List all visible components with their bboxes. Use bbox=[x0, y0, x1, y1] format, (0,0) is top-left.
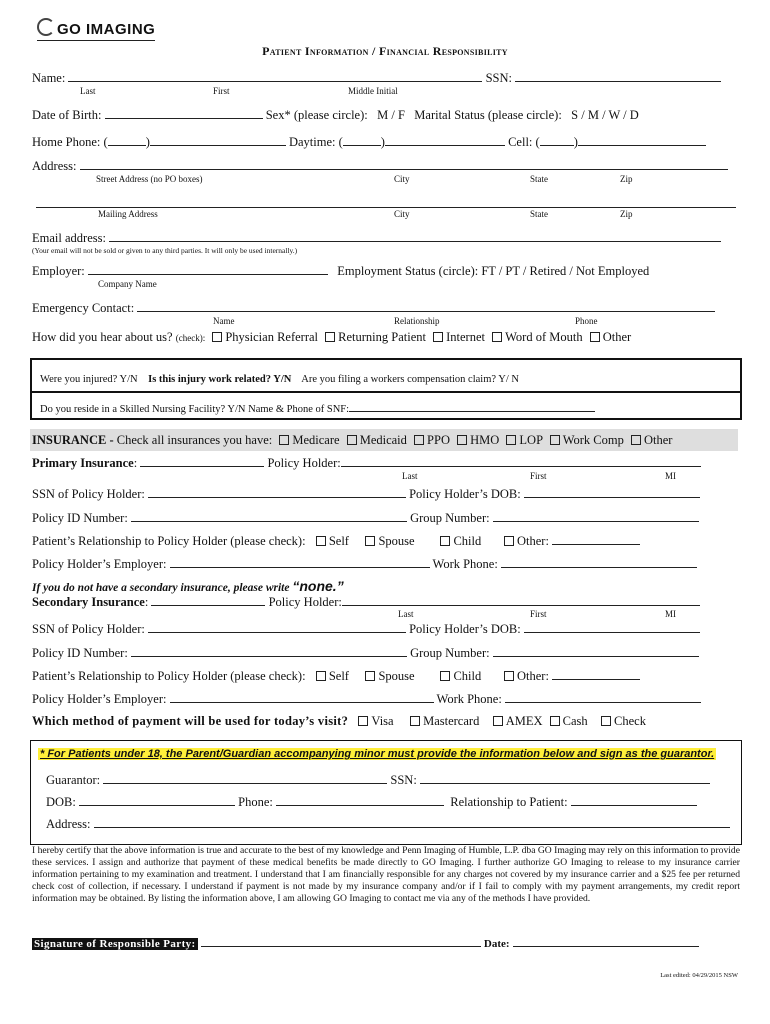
logo-rule bbox=[37, 40, 155, 41]
logo-swirl-icon bbox=[37, 18, 55, 36]
primary-relationship-label: Patient’s Relationship to Policy Holder (please check): bbox=[32, 534, 306, 548]
hear-check-note: (check): bbox=[175, 333, 206, 343]
secondary-policy-id-row bbox=[32, 645, 699, 661]
secondary-rel-child: Child bbox=[453, 669, 482, 683]
secondary-group-field[interactable] bbox=[493, 645, 699, 657]
checkbox-medicaid[interactable] bbox=[347, 435, 357, 445]
guarantor-rel-label: Relationship to Patient: bbox=[450, 795, 568, 809]
guarantor-ssn-label: SSN: bbox=[390, 773, 417, 787]
checkbox-other[interactable] bbox=[590, 332, 600, 342]
primary-dob-label: Policy Holder’s DOB: bbox=[409, 487, 521, 501]
address-sub-state: State bbox=[530, 174, 548, 184]
guarantor-label: Guarantor: bbox=[46, 773, 101, 787]
secondary-ssn-label: SSN of Policy Holder: bbox=[32, 622, 145, 636]
guarantor-address-field[interactable] bbox=[94, 816, 730, 828]
secondary-ssn-row bbox=[32, 621, 700, 637]
date-field[interactable] bbox=[513, 935, 699, 947]
secondary-policy-holder-label: Policy Holder: bbox=[268, 595, 342, 609]
secondary-checkbox-spouse[interactable] bbox=[365, 671, 375, 681]
daytime-label: Daytime: ( bbox=[288, 135, 343, 149]
hear-option-other: Other bbox=[602, 330, 632, 344]
logo bbox=[37, 18, 155, 41]
employer-label: Employer: bbox=[32, 264, 85, 278]
secondary-group-label: Group Number: bbox=[410, 646, 490, 660]
signature-row bbox=[32, 935, 699, 951]
primary-policy-id-label: Policy ID Number: bbox=[32, 511, 128, 525]
primary-employer-label: Policy Holder’s Employer: bbox=[32, 557, 167, 571]
checkbox-lop[interactable] bbox=[506, 435, 516, 445]
address-label: Address: bbox=[32, 159, 77, 173]
secondary-rel-self: Self bbox=[328, 669, 349, 683]
address-sub-zip: Zip bbox=[620, 174, 633, 184]
guarantor-address-row bbox=[46, 816, 730, 832]
checkbox-visa[interactable] bbox=[358, 716, 368, 726]
hear-option-internet: Internet bbox=[446, 330, 485, 344]
checkbox-internet[interactable] bbox=[433, 332, 443, 342]
guarantor-phone-field[interactable] bbox=[276, 794, 444, 806]
secondary-checkbox-self[interactable] bbox=[316, 671, 326, 681]
secondary-note-none: “none.” bbox=[292, 578, 344, 594]
primary-policy-holder-field[interactable] bbox=[341, 455, 701, 467]
name-label: Name: bbox=[32, 71, 66, 85]
payment-visa: Visa bbox=[371, 714, 394, 728]
guarantor-dob-label: DOB: bbox=[46, 795, 76, 809]
checkbox-insurance-other[interactable] bbox=[631, 435, 641, 445]
guarantor-dob-field[interactable] bbox=[79, 794, 235, 806]
primary-relationship-row bbox=[32, 533, 640, 549]
insurance-other: Other bbox=[643, 433, 673, 447]
work-related-question[interactable]: Is this injury work related? Y/N bbox=[148, 374, 292, 385]
injury-row bbox=[40, 374, 519, 385]
payment-check: Check bbox=[614, 714, 646, 728]
ssn-label: SSN: bbox=[485, 71, 512, 85]
insurance-ppo: PPO bbox=[427, 433, 450, 447]
payment-mastercard: Mastercard bbox=[423, 714, 480, 728]
employment-status[interactable]: Employment Status (circle): FT / PT / Retired / Not Employed bbox=[337, 264, 650, 278]
emergency-field[interactable] bbox=[137, 300, 715, 312]
secondary-work-phone-field[interactable] bbox=[505, 691, 701, 703]
insurance-row bbox=[32, 433, 672, 448]
name-sub-last: Last bbox=[80, 86, 96, 96]
payment-cash: Cash bbox=[562, 714, 588, 728]
secondary-dob-label: Policy Holder’s DOB: bbox=[409, 622, 521, 636]
snf-question: Do you reside in a Skilled Nursing Facility? Y/N Name & Phone of SNF: bbox=[40, 404, 350, 415]
insurance-medicaid: Medicaid bbox=[359, 433, 407, 447]
primary-holder-sub-first: First bbox=[530, 471, 547, 481]
email-label: Email address: bbox=[32, 231, 106, 245]
primary-rel-spouse: Spouse bbox=[378, 534, 415, 548]
guarantor-ssn-field[interactable] bbox=[420, 772, 710, 784]
mailing-sub-city: City bbox=[394, 209, 410, 219]
hear-row bbox=[32, 330, 631, 345]
address-row bbox=[32, 158, 728, 174]
employer-sub: Company Name bbox=[98, 279, 157, 289]
primary-holder-sub-mi: MI bbox=[665, 471, 676, 481]
emergency-row bbox=[32, 300, 715, 316]
name-row bbox=[32, 70, 721, 86]
payment-row bbox=[32, 714, 646, 729]
secondary-rel-other-field[interactable] bbox=[552, 668, 640, 680]
primary-rel-other: Other: bbox=[517, 534, 549, 548]
primary-ssn-row bbox=[32, 486, 700, 502]
primary-policy-holder-label: Policy Holder: bbox=[267, 456, 341, 470]
phone-row: Home Phone: ( ) Daytime: ( ) Cell: ( ) bbox=[32, 134, 706, 150]
checkbox-word-of-mouth[interactable] bbox=[492, 332, 502, 342]
email-field[interactable] bbox=[109, 230, 721, 242]
cell-area-field[interactable] bbox=[540, 134, 574, 146]
address-sub-street: Street Address (no PO boxes) bbox=[96, 174, 203, 184]
dob-field[interactable] bbox=[105, 107, 263, 119]
primary-checkbox-other[interactable] bbox=[504, 536, 514, 546]
email-note: (Your email will not be sold or given to any third parties. It will only be used internally.) bbox=[32, 246, 298, 255]
daytime-phone-field[interactable] bbox=[385, 134, 505, 146]
emergency-sub-name: Name bbox=[213, 316, 235, 326]
guarantor-dob-row bbox=[46, 794, 697, 810]
dob-row bbox=[32, 107, 639, 123]
emergency-sub-relationship: Relationship bbox=[394, 316, 440, 326]
secondary-insurance-field[interactable] bbox=[151, 594, 265, 606]
secondary-holder-sub-mi: MI bbox=[665, 609, 676, 619]
primary-checkbox-child[interactable] bbox=[440, 536, 450, 546]
insurance-work-comp: Work Comp bbox=[562, 433, 624, 447]
primary-dob-field[interactable] bbox=[524, 486, 700, 498]
daytime-area-field[interactable] bbox=[343, 134, 381, 146]
primary-label: Primary Insurance bbox=[32, 456, 134, 470]
address-sub-city: City bbox=[394, 174, 410, 184]
home-area-field[interactable] bbox=[108, 134, 146, 146]
primary-checkbox-spouse[interactable] bbox=[365, 536, 375, 546]
marital-label: Marital Status (please circle): bbox=[414, 108, 562, 122]
secondary-note bbox=[32, 578, 344, 594]
home-phone-label: Home Phone: ( bbox=[32, 135, 108, 149]
secondary-relationship-row bbox=[32, 668, 640, 684]
ssn-field[interactable] bbox=[515, 70, 721, 82]
dob-label: Date of Birth: bbox=[32, 108, 102, 122]
home-phone-field[interactable] bbox=[150, 134, 286, 146]
checkbox-mastercard[interactable] bbox=[410, 716, 420, 726]
secondary-policy-id-field[interactable] bbox=[131, 645, 407, 657]
primary-row: Primary Insurance: Policy Holder: bbox=[32, 455, 701, 471]
secondary-checkbox-other[interactable] bbox=[504, 671, 514, 681]
primary-rel-self: Self bbox=[328, 534, 349, 548]
primary-policy-id-field[interactable] bbox=[131, 510, 407, 522]
primary-work-phone-label: Work Phone: bbox=[432, 557, 498, 571]
guarantor-row bbox=[46, 772, 710, 788]
cell-phone-field[interactable] bbox=[578, 134, 706, 146]
insurance-medicare: Medicare bbox=[292, 433, 340, 447]
secondary-policy-holder-field[interactable] bbox=[342, 594, 700, 606]
secondary-employer-field[interactable] bbox=[170, 691, 434, 703]
guarantor-address-label: Address: bbox=[46, 817, 91, 831]
secondary-work-phone-label: Work Phone: bbox=[436, 692, 502, 706]
address-field[interactable] bbox=[80, 158, 728, 170]
checkbox-ppo[interactable] bbox=[414, 435, 424, 445]
snf-field[interactable] bbox=[349, 402, 595, 412]
secondary-dob-field[interactable] bbox=[524, 621, 700, 633]
certify-text: I hereby certify that the above information is true and accurate to the best of my knowledge and Penn Imaging of Humble, L.P. dba GO Imaging may rely on this information to provide these services. I assign and authorize that payment of these medical benefits be made directly to GO Imaging. I further authorize GO Imaging to release to my insurance carrier information pertaining to my examination and treatment. I understand that I am financially responsible for any charges not covered by my insurance carrier and a $25 fee per returned check cost of collection, if necessary. I understand if payment is not made by my insurance company and/or if I fail to comply with my payment arrangements, my credit report information may be obtained. By listing the information above, I am allowing GO Imaging to contact me via any of the methods I have provided. bbox=[32, 845, 740, 904]
signature-label: Signature of Responsible Party: bbox=[34, 938, 196, 950]
employer-field[interactable] bbox=[88, 263, 328, 275]
secondary-policy-id-label: Policy ID Number: bbox=[32, 646, 128, 660]
injury-box-divider bbox=[32, 391, 740, 393]
emergency-label: Emergency Contact: bbox=[32, 301, 135, 315]
secondary-holder-sub-first: First bbox=[530, 609, 547, 619]
hear-option-physician-referral: Physician Referral bbox=[225, 330, 319, 344]
marital-options[interactable]: S / M / W / D bbox=[571, 108, 639, 122]
cell-label: Cell: ( bbox=[508, 135, 540, 149]
name-sub-middle: Middle Initial bbox=[348, 86, 398, 96]
guarantor-field[interactable] bbox=[103, 772, 387, 784]
checkbox-cash[interactable] bbox=[550, 716, 560, 726]
email-row bbox=[32, 230, 721, 246]
employer-row bbox=[32, 263, 649, 279]
primary-rel-other-field[interactable] bbox=[552, 533, 640, 545]
insurance-lop: LOP bbox=[519, 433, 543, 447]
mailing-address-field[interactable] bbox=[36, 196, 736, 208]
secondary-ssn-field[interactable] bbox=[148, 621, 406, 633]
secondary-relationship-label: Patient’s Relationship to Policy Holder (please check): bbox=[32, 669, 306, 683]
secondary-employer-label: Policy Holder’s Employer: bbox=[32, 692, 167, 706]
primary-employer-field[interactable] bbox=[170, 556, 430, 568]
hear-option-returning-patient: Returning Patient bbox=[338, 330, 426, 344]
name-sub-first: First bbox=[213, 86, 230, 96]
primary-group-label: Group Number: bbox=[410, 511, 490, 525]
checkbox-work-comp[interactable] bbox=[550, 435, 560, 445]
checkbox-amex[interactable] bbox=[493, 716, 503, 726]
insurance-heading: INSURANCE - bbox=[32, 433, 114, 447]
primary-checkbox-self[interactable] bbox=[316, 536, 326, 546]
sex-options[interactable]: M / F bbox=[377, 108, 405, 122]
checkbox-hmo[interactable] bbox=[457, 435, 467, 445]
secondary-note-text: If you do not have a secondary insurance, please write bbox=[32, 582, 290, 594]
guarantor-note-wrap bbox=[38, 746, 716, 761]
secondary-row: Secondary Insurance: Policy Holder: bbox=[32, 594, 700, 610]
date-label: Date: bbox=[483, 938, 510, 950]
mailing-sub-mailing: Mailing Address bbox=[98, 209, 158, 219]
primary-ssn-field[interactable] bbox=[148, 486, 406, 498]
primary-work-phone-field[interactable] bbox=[501, 556, 697, 568]
secondary-rel-other: Other: bbox=[517, 669, 549, 683]
injured-question[interactable]: Were you injured? Y/N bbox=[40, 374, 138, 385]
hear-option-word-of-mouth: Word of Mouth bbox=[505, 330, 583, 344]
form-title: Patient Information / Financial Responsibility bbox=[262, 44, 508, 58]
emergency-sub-phone: Phone bbox=[575, 316, 598, 326]
checkbox-physician-referral[interactable] bbox=[212, 332, 222, 342]
secondary-label: Secondary Insurance bbox=[32, 595, 145, 609]
hear-label: How did you hear about us? bbox=[32, 330, 173, 344]
primary-rel-child: Child bbox=[453, 534, 482, 548]
insurance-hmo: HMO bbox=[470, 433, 500, 447]
sex-label: Sex* (please circle): bbox=[265, 108, 368, 122]
secondary-rel-spouse: Spouse bbox=[378, 669, 415, 683]
guarantor-note: * For Patients under 18, the Parent/Guardian accompanying minor must provide the information below and sign as the guarantor. bbox=[40, 748, 715, 760]
workers-comp-question[interactable]: Are you filing a workers compensation claim? Y/ N bbox=[301, 374, 519, 385]
secondary-checkbox-child[interactable] bbox=[440, 671, 450, 681]
primary-ssn-label: SSN of Policy Holder: bbox=[32, 487, 145, 501]
mailing-sub-state: State bbox=[530, 209, 548, 219]
snf-row bbox=[40, 402, 595, 415]
footer-note: Last edited: 04/29/2015 NSW bbox=[660, 972, 738, 979]
payment-question: Which method of payment will be used for today’s visit? bbox=[32, 714, 349, 728]
primary-insurance-field[interactable] bbox=[140, 455, 264, 467]
primary-group-field[interactable] bbox=[493, 510, 699, 522]
guarantor-phone-label: Phone: bbox=[238, 795, 273, 809]
mailing-sub-zip: Zip bbox=[620, 209, 633, 219]
primary-employer-row bbox=[32, 556, 697, 572]
primary-policy-id-row bbox=[32, 510, 699, 526]
guarantor-rel-field[interactable] bbox=[571, 794, 697, 806]
secondary-employer-row bbox=[32, 691, 701, 707]
checkbox-check[interactable] bbox=[601, 716, 611, 726]
checkbox-returning-patient[interactable] bbox=[325, 332, 335, 342]
logo-text: GO IMAGING bbox=[57, 21, 156, 38]
name-field[interactable] bbox=[68, 70, 482, 82]
secondary-holder-sub-last: Last bbox=[398, 609, 414, 619]
payment-amex: AMEX bbox=[505, 714, 543, 728]
insurance-check-label: Check all insurances you have: bbox=[116, 433, 273, 447]
checkbox-medicare[interactable] bbox=[279, 435, 289, 445]
signature-field[interactable] bbox=[201, 935, 481, 947]
primary-holder-sub-last: Last bbox=[402, 471, 418, 481]
